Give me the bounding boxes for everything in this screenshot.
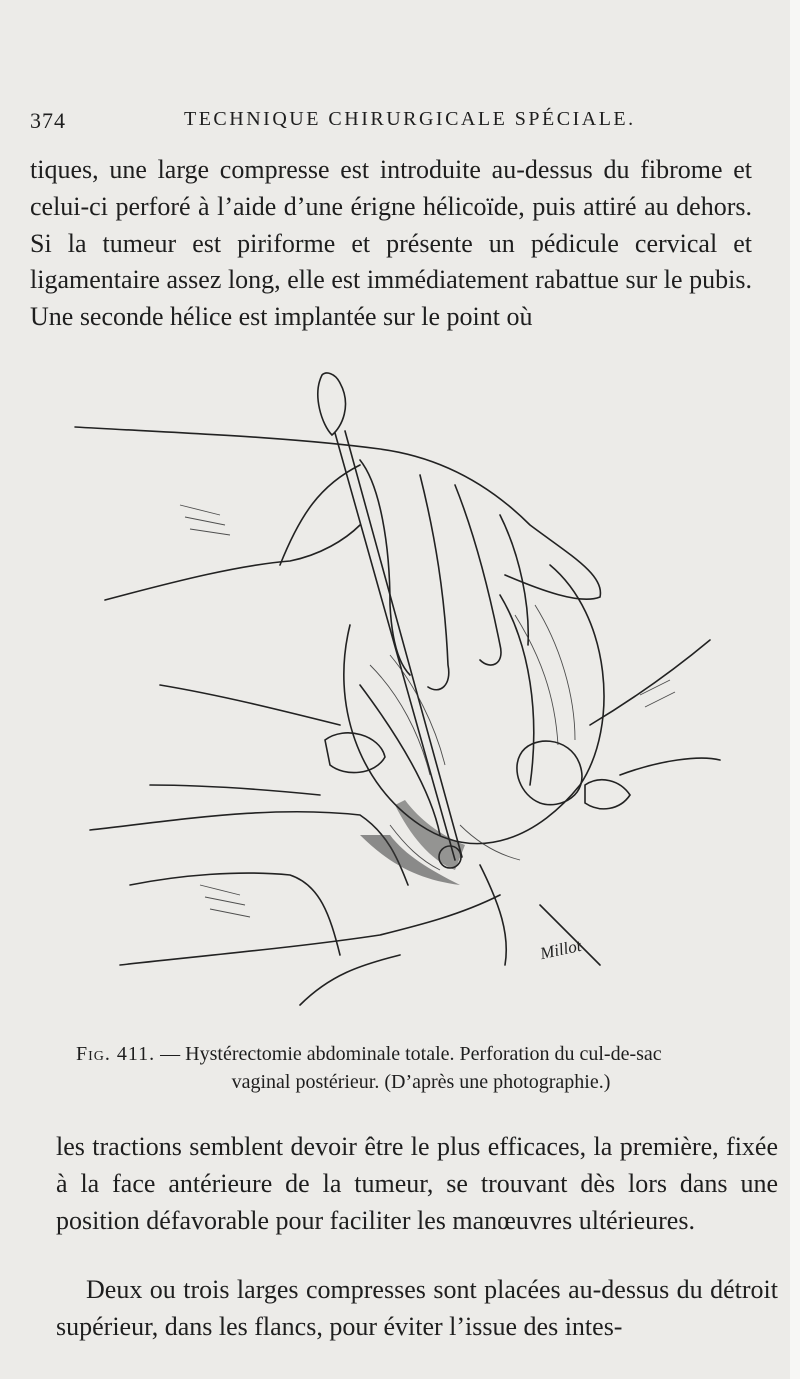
illustrator-signature: Millot [538, 935, 583, 964]
figure-caption [76, 1040, 766, 1096]
engraving-drawing [60, 365, 750, 1015]
page-number: 374 [30, 108, 66, 133]
paragraph-3: Deux ou trois larges compresses sont placées au-dessus du détroit supérieur, dans les flancs, pour éviter l’issue des intes- [56, 1275, 778, 1341]
figure-label: Fig. 411. [76, 1043, 156, 1065]
running-title: TECHNIQUE CHIRURGICALE SPÉCIALE. [184, 108, 636, 130]
paragraph-2: les tractions semblent devoir être le plus efficaces, la première, fixée à la face antérieure de la tumeur, se trouvant dès lors dans une position défavorable pour faciliter les manœuvres ultérieures. [56, 1132, 778, 1235]
paragraph-1: tiques, une large compresse est introduite au-dessus du fibrome et celui-ci perforé à l’aide d’une érigne hélicoïde, puis attiré au dehors. Si la tumeur est piriforme et présente un pédicule cervical et ligamentaire assez long, elle est immédiatement rabattue sur le pubis. Une seconde hélice est implantée sur le point où [30, 155, 752, 332]
surgical-illustration [60, 365, 750, 1015]
caption-line-1: — Hystérectomie abdominale totale. Perforation du cul-de-sac [160, 1043, 662, 1065]
caption-line-2: vaginal postérieur. (D’après une photographie.) [231, 1071, 611, 1093]
page-header [30, 108, 770, 144]
page-edge [790, 0, 800, 1379]
